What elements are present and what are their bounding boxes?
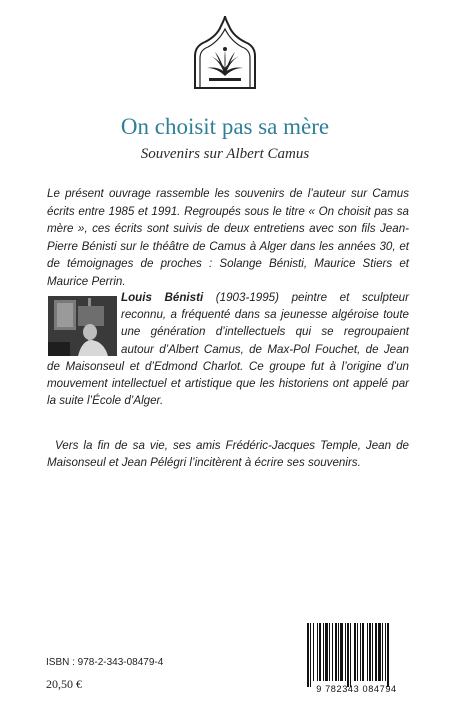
photo-spacer [47, 289, 121, 357]
author-name: Louis Bénisti [121, 291, 204, 304]
author-bio-paragraph [47, 289, 409, 409]
closing-paragraph: Vers la fin de sa vie, ses amis Frédéric-Jacques Temple, Jean de Maisonseul et Jean Pélégri l’incitèrent à écrire ses souvenirs. [47, 439, 409, 470]
book-title: On choisit pas sa mère [120, 114, 330, 139]
isbn-text: ISBN : 978-2-343-08479-4 [46, 657, 164, 668]
book-subtitle: Souvenirs sur Albert Camus [140, 146, 310, 162]
barcode-digits: 9 782343 084794 [316, 684, 397, 694]
price-text: 20,50 € [46, 677, 82, 691]
author-bio-text: (1903-1995) peintre et sculpteur reconnu, a fréquenté dans sa jeunesse algéroise toute une génération d’intellectuels qui se regroupaient autour d’Albert Camus, de Max-Pol Fouchet, de Jean de Maisonseul et d’Edmond Charlot. Ce groupe fut à l’origine d’un mouvement intellectuel et artistique que les historiens ont appelé par la suite l’École d’Alger. [47, 291, 409, 408]
publisher-emblem-icon [191, 16, 259, 90]
intro-paragraph: Le présent ouvrage rassemble les souvenirs de l’auteur sur Camus écrits entre 1985 et 1991. Regroupés sous le titre « On choisit pas sa mère », ces écrits sont suivis de deux entretiens avec son fils Jean-Pierre Bénisti sur le théâtre de Camus à Alger dans les années 30, et de témoignages de proches : Solange Bénisti, Maurice Stiers et Maurice Perrin. [47, 187, 409, 288]
